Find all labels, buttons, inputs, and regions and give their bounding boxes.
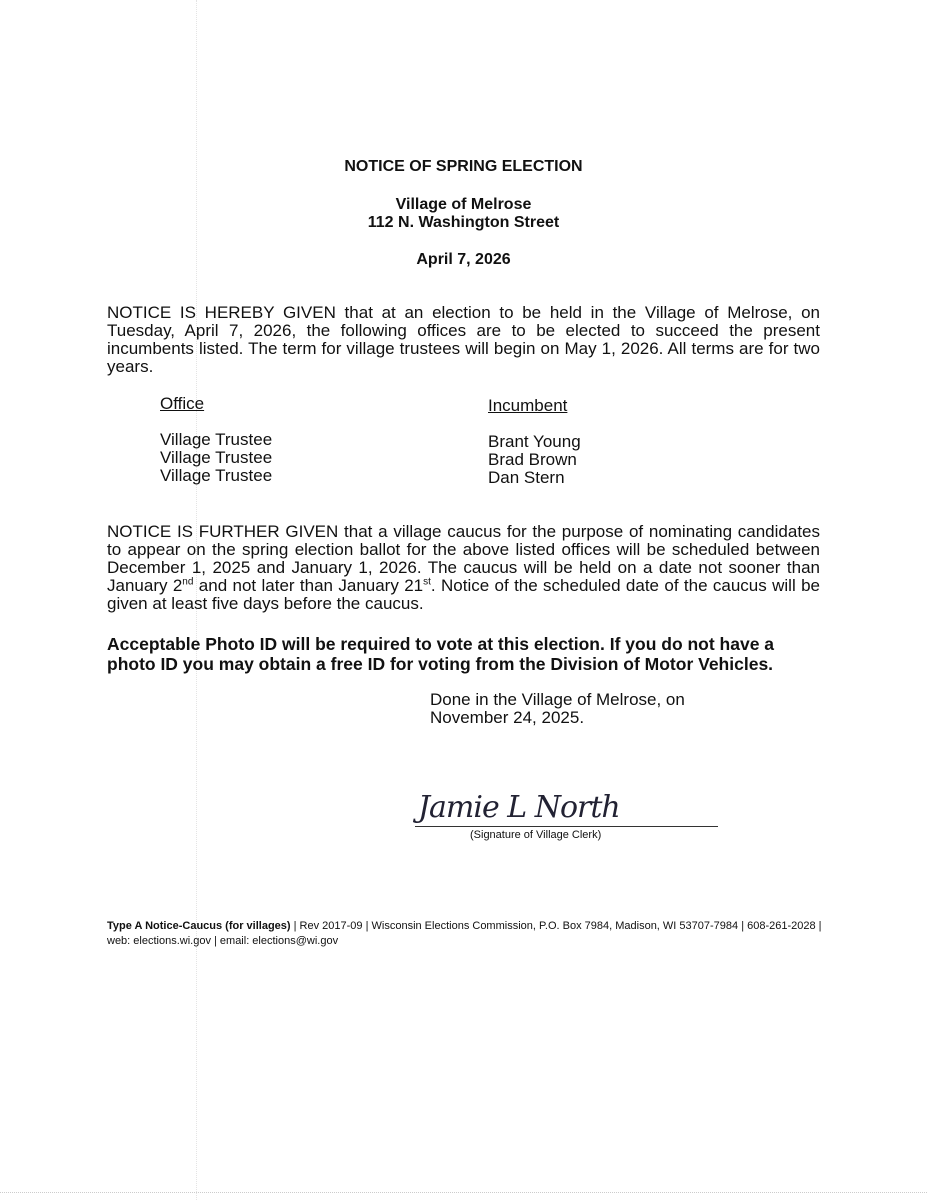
notice-title: NOTICE OF SPRING ELECTION	[344, 158, 583, 175]
done-statement: Done in the Village of Melrose, on November 24, 2025.	[430, 690, 685, 727]
office-header: Office	[160, 394, 205, 413]
photo-id-notice: Acceptable Photo ID will be required to vote at this election. If you do not have a photo ID you may obtain a free ID for voting from the Division of Motor Vehicles.	[107, 634, 775, 674]
clerk-signature: Jamie L North	[418, 790, 620, 825]
intro-paragraph: NOTICE IS HEREBY GIVEN that at an election to be held in the Village of Melrose, on Tuesday, April 7, 2026, the following offices are to be elected to succeed the present incumbents listed. The term for village trustees will begin on May 1, 2026. All terms are for two years.	[107, 303, 820, 376]
office-list	[160, 431, 272, 485]
municipality: Village of Melrose	[395, 196, 532, 213]
election-date: April 7, 2026	[416, 251, 511, 268]
office-cell: Village Trustee	[160, 466, 273, 485]
incumbent-cell: Brad Brown	[488, 450, 577, 469]
office-cell: Village Trustee	[160, 430, 273, 449]
office-cell: Village Trustee	[160, 448, 273, 467]
form-footer: Type A Notice-Caucus (for villages) | Rev 2017-09 | Wisconsin Elections Commission, P.O. Box 7984, Madison, WI 53707-7984 | 608-261-2028 | web: elections.wi.gov | email: elections@wi.gov	[107, 920, 822, 947]
signature-caption: (Signature of Village Clerk)	[470, 829, 602, 841]
incumbent-header: Incumbent	[488, 396, 568, 415]
incumbent-cell: Brant Young	[488, 432, 581, 451]
signature-line	[415, 826, 718, 827]
page-edge	[0, 1192, 927, 1193]
incumbent-cell: Dan Stern	[488, 468, 565, 487]
incumbent-list	[488, 433, 581, 487]
address: 112 N. Washington Street	[367, 214, 560, 231]
caucus-paragraph: NOTICE IS FURTHER GIVEN that a village caucus for the purpose of nominating candidates to appear on the spring election ballot for the above listed offices will be scheduled between December 1, 2025 and January 1, 2026. The caucus will be held on a date not sooner than January 2nd and not later than January 21st. Notice of the scheduled date of the caucus will be given at least five days before the caucus.	[107, 522, 820, 613]
